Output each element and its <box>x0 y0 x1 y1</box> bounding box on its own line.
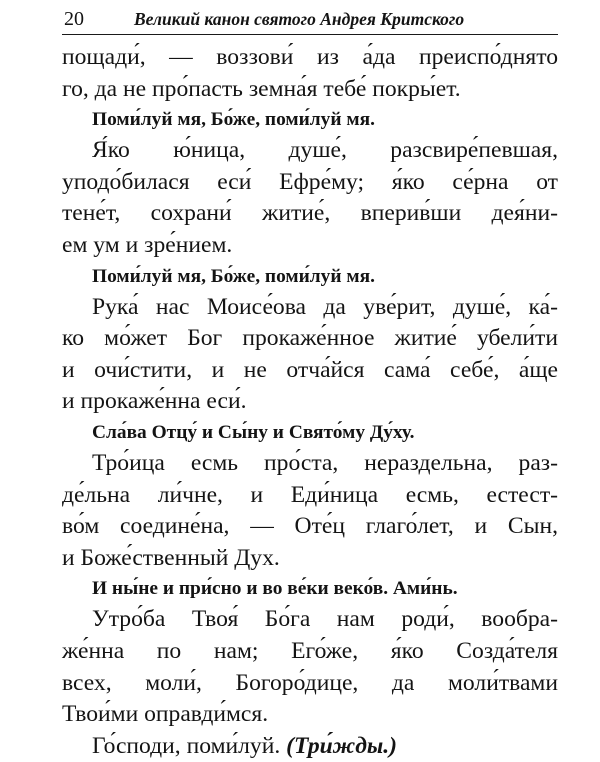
doxology: Сла́ва Отцу́ и Сы́ну и Свято́му Ду́ху. <box>92 421 415 443</box>
verse-line: Твои́ми оправди́мся. <box>62 701 269 728</box>
verse-line: Тро́ица есмь про́ста, нераздельна, раз- <box>92 449 558 476</box>
doxology-both-now: И ны́не и при́сно и во ве́ки веко́в. Ами́нь. <box>92 578 458 600</box>
verse-line: Утро́ба Твоя́ Бо́га нам роди́, вообра- <box>92 606 558 633</box>
refrain: Поми́луй мя, Бо́же, поми́луй мя. <box>92 109 375 131</box>
verse-line: тене́т, сохрани́ житие́, вперив́ши дея́ни- <box>62 200 558 227</box>
verse-line: Я́ко ю́ница, душе́, разсвире́певшая, <box>92 137 558 164</box>
book-page <box>62 0 562 759</box>
refrain: Поми́луй мя, Бо́же, поми́луй мя. <box>92 265 375 287</box>
verse-line: Рука́ нас Моисе́ова да уве́рит, душе́, ка́- <box>92 293 558 320</box>
verse-line: ем ум и зре́нием. <box>62 231 233 258</box>
verse-line: ко мо́жет Бог прокаже́нное житие́ убели́ти <box>62 325 558 352</box>
verse-line: и прокаже́нна еси́. <box>62 388 247 415</box>
verse-line: пощади́, — воззови́ из а́да преиспо́днято <box>62 44 558 70</box>
running-title: Великий канон святого Андрея Критского <box>134 9 465 29</box>
verse-line: во́м соедине́на, — Оте́ц глаго́лет, и Сын, <box>62 513 558 540</box>
verse-line: де́льна ли́чне, и Еди́ница есмь, естест- <box>62 481 558 508</box>
verse-line: и Боже́ственный Дух. <box>62 544 280 571</box>
page-number: 20 <box>64 8 84 30</box>
verse-line: и очи́стити, и не отча́йся сама́ себе́, а́ще <box>62 356 558 383</box>
verse-line: всех, моли́, Богоро́дице, да моли́твами <box>62 669 558 696</box>
page-header <box>62 4 558 35</box>
canon-text <box>62 42 558 762</box>
lord-have-mercy: Го́споди, поми́луй. <box>92 732 281 759</box>
verse-line: уподо́билася еси́ Ефре́му; я́ко се́рна от <box>62 168 558 195</box>
closing-line <box>62 731 558 762</box>
verse-line: го, да не про́пасть земна́я тебе́ покры́ет. <box>62 75 461 102</box>
rubric-thrice: (Три́жды.) <box>286 732 398 759</box>
verse-line: же́нна по нам; Его́же, я́ко Созда́теля <box>62 637 558 664</box>
